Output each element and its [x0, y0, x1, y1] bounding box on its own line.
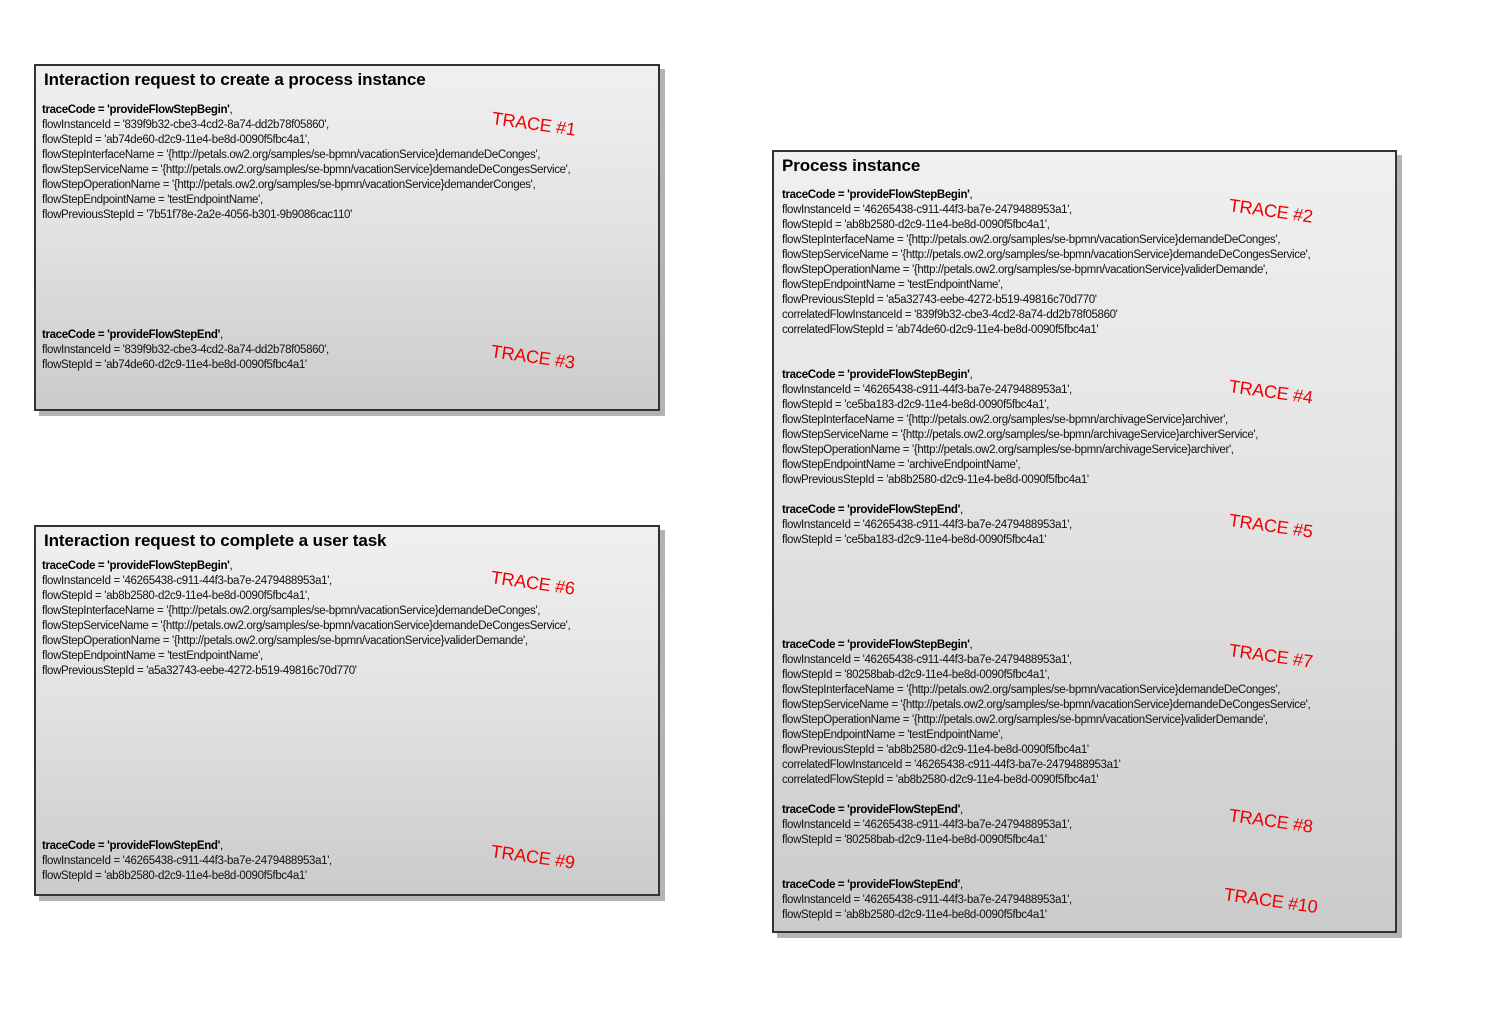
trace-line: flowStepId = '80258bab-d2c9-11e4-be8d-0090f5fbc4a1',	[782, 669, 1050, 681]
trace-label: TRACE #9	[489, 841, 577, 873]
trace-code: traceCode = 'provideFlowStepEnd',	[782, 879, 963, 891]
box-create-process-instance	[34, 64, 660, 411]
box-title: Process instance	[782, 156, 921, 175]
trace-line: flowInstanceId = '46265438-c911-44f3-ba7e-2479488953a1',	[782, 819, 1072, 831]
trace-line: flowStepServiceName = '{http://petals.ow2.org/samples/se-bpmn/vacationService}demandeDeCongesService',	[42, 164, 571, 176]
trace-label: TRACE #1	[490, 108, 578, 140]
trace-line: flowStepId = 'ce5ba183-d2c9-11e4-be8d-0090f5fbc4a1'	[782, 534, 1047, 546]
box-title: Interaction request to create a process instance	[44, 70, 426, 89]
trace-label: TRACE #2	[1227, 195, 1315, 227]
trace-line: flowStepServiceName = '{http://petals.ow2.org/samples/se-bpmn/vacationService}demandeDeCongesService',	[782, 249, 1311, 261]
box-process-instance	[772, 150, 1397, 933]
trace-label: TRACE #7	[1227, 640, 1315, 672]
trace-line: flowStepEndpointName = 'testEndpointName',	[782, 279, 1003, 291]
trace-line: correlatedFlowStepId = 'ab8b2580-d2c9-11e4-be8d-0090f5fbc4a1'	[782, 774, 1099, 786]
trace-line: flowStepId = 'ab8b2580-d2c9-11e4-be8d-0090f5fbc4a1'	[782, 909, 1047, 921]
trace-code: traceCode = 'provideFlowStepBegin',	[42, 104, 233, 116]
trace-line: flowStepId = 'ab8b2580-d2c9-11e4-be8d-0090f5fbc4a1'	[42, 870, 307, 882]
trace-code: traceCode = 'provideFlowStepBegin',	[42, 560, 233, 572]
trace-code: traceCode = 'provideFlowStepEnd',	[42, 329, 223, 341]
trace-block	[782, 503, 1072, 548]
trace-line: flowInstanceId = '839f9b32-cbe3-4cd2-8a74-dd2b78f05860',	[42, 344, 329, 356]
trace-line: flowStepOperationName = '{http://petals.ow2.org/samples/se-bpmn/vacationService}validerDemande',	[42, 635, 528, 647]
trace-line: flowPreviousStepId = 'ab8b2580-d2c9-11e4-be8d-0090f5fbc4a1'	[782, 474, 1089, 486]
trace-line: flowInstanceId = '46265438-c911-44f3-ba7e-2479488953a1',	[42, 855, 332, 867]
trace-line: flowStepOperationName = '{http://petals.ow2.org/samples/se-bpmn/vacationService}demanderConges',	[42, 179, 536, 191]
trace-block	[782, 368, 1258, 488]
trace-line: flowStepInterfaceName = '{http://petals.ow2.org/samples/se-bpmn/vacationService}demandeDeConges',	[42, 605, 541, 617]
trace-code: traceCode = 'provideFlowStepEnd',	[42, 840, 223, 852]
trace-line: flowStepId = 'ab8b2580-d2c9-11e4-be8d-0090f5fbc4a1',	[42, 590, 310, 602]
trace-line: flowStepServiceName = '{http://petals.ow2.org/samples/se-bpmn/vacationService}demandeDeCongesService',	[42, 620, 571, 632]
trace-line: flowInstanceId = '839f9b32-cbe3-4cd2-8a74-dd2b78f05860',	[42, 119, 329, 131]
trace-line: correlatedFlowInstanceId = '46265438-c911-44f3-ba7e-2479488953a1'	[782, 759, 1121, 771]
trace-line: flowInstanceId = '46265438-c911-44f3-ba7e-2479488953a1',	[782, 384, 1072, 396]
trace-line: flowPreviousStepId = '7b51f78e-2a2e-4056-b301-9b9086cac110'	[42, 209, 352, 221]
trace-label: TRACE #8	[1227, 805, 1315, 837]
trace-code: traceCode = 'provideFlowStepEnd',	[782, 804, 963, 816]
box-title: Interaction request to complete a user task	[44, 531, 387, 550]
trace-line: flowStepOperationName = '{http://petals.ow2.org/samples/se-bpmn/archivageService}archiver',	[782, 444, 1234, 456]
trace-line: flowInstanceId = '46265438-c911-44f3-ba7e-2479488953a1',	[782, 654, 1072, 666]
trace-label: TRACE #4	[1227, 376, 1315, 408]
trace-line: flowStepServiceName = '{http://petals.ow2.org/samples/se-bpmn/vacationService}demandeDeCongesService',	[782, 699, 1311, 711]
trace-line: flowPreviousStepId = 'a5a32743-eebe-4272-b519-49816c70d770'	[782, 294, 1097, 306]
trace-line: flowStepId = 'ce5ba183-d2c9-11e4-be8d-0090f5fbc4a1',	[782, 399, 1049, 411]
trace-code: traceCode = 'provideFlowStepEnd',	[782, 504, 963, 516]
trace-line: flowStepOperationName = '{http://petals.ow2.org/samples/se-bpmn/vacationService}validerDemande',	[782, 714, 1268, 726]
trace-line: flowStepId = 'ab74de60-d2c9-11e4-be8d-0090f5fbc4a1'	[42, 359, 307, 371]
trace-line: flowStepId = '80258bab-d2c9-11e4-be8d-0090f5fbc4a1'	[782, 834, 1047, 846]
trace-block	[42, 839, 332, 884]
box-complete-user-task	[34, 525, 660, 896]
trace-line: flowStepInterfaceName = '{http://petals.ow2.org/samples/se-bpmn/vacationService}demandeDeConges',	[782, 684, 1281, 696]
trace-line: flowStepEndpointName = 'archiveEndpointName',	[782, 459, 1021, 471]
trace-line: flowStepEndpointName = 'testEndpointName',	[42, 650, 263, 662]
trace-code: traceCode = 'provideFlowStepBegin',	[782, 369, 973, 381]
trace-line: flowPreviousStepId = 'ab8b2580-d2c9-11e4-be8d-0090f5fbc4a1'	[782, 744, 1089, 756]
trace-code: traceCode = 'provideFlowStepBegin',	[782, 639, 973, 651]
trace-line: correlatedFlowStepId = 'ab74de60-d2c9-11e4-be8d-0090f5fbc4a1'	[782, 324, 1099, 336]
trace-line: flowInstanceId = '46265438-c911-44f3-ba7e-2479488953a1',	[42, 575, 332, 587]
trace-line: flowInstanceId = '46265438-c911-44f3-ba7e-2479488953a1',	[782, 519, 1072, 531]
trace-label: TRACE #10	[1222, 884, 1319, 918]
trace-label: TRACE #3	[489, 341, 577, 373]
trace-line: flowInstanceId = '46265438-c911-44f3-ba7e-2479488953a1',	[782, 894, 1072, 906]
trace-block	[782, 803, 1072, 848]
trace-line: flowStepInterfaceName = '{http://petals.ow2.org/samples/se-bpmn/archivageService}archiver',	[782, 414, 1228, 426]
trace-line: flowStepServiceName = '{http://petals.ow2.org/samples/se-bpmn/archivageService}archiverService',	[782, 429, 1259, 441]
trace-block	[42, 328, 329, 373]
trace-line: flowStepInterfaceName = '{http://petals.ow2.org/samples/se-bpmn/vacationService}demandeDeConges',	[42, 149, 541, 161]
trace-line: correlatedFlowInstanceId = '839f9b32-cbe3-4cd2-8a74-dd2b78f05860'	[782, 309, 1118, 321]
trace-line: flowStepOperationName = '{http://petals.ow2.org/samples/se-bpmn/vacationService}validerDemande',	[782, 264, 1268, 276]
trace-line: flowStepInterfaceName = '{http://petals.ow2.org/samples/se-bpmn/vacationService}demandeDeConges',	[782, 234, 1281, 246]
trace-line: flowStepEndpointName = 'testEndpointName',	[782, 729, 1003, 741]
trace-label: TRACE #6	[489, 567, 577, 599]
trace-line: flowStepEndpointName = 'testEndpointName',	[42, 194, 263, 206]
trace-line: flowStepId = 'ab8b2580-d2c9-11e4-be8d-0090f5fbc4a1',	[782, 219, 1050, 231]
trace-line: flowInstanceId = '46265438-c911-44f3-ba7e-2479488953a1',	[782, 204, 1072, 216]
trace-label: TRACE #5	[1227, 510, 1315, 542]
trace-line: flowStepId = 'ab74de60-d2c9-11e4-be8d-0090f5fbc4a1',	[42, 134, 310, 146]
trace-block	[782, 878, 1072, 923]
trace-code: traceCode = 'provideFlowStepBegin',	[782, 189, 973, 201]
trace-line: flowPreviousStepId = 'a5a32743-eebe-4272-b519-49816c70d770'	[42, 665, 357, 677]
